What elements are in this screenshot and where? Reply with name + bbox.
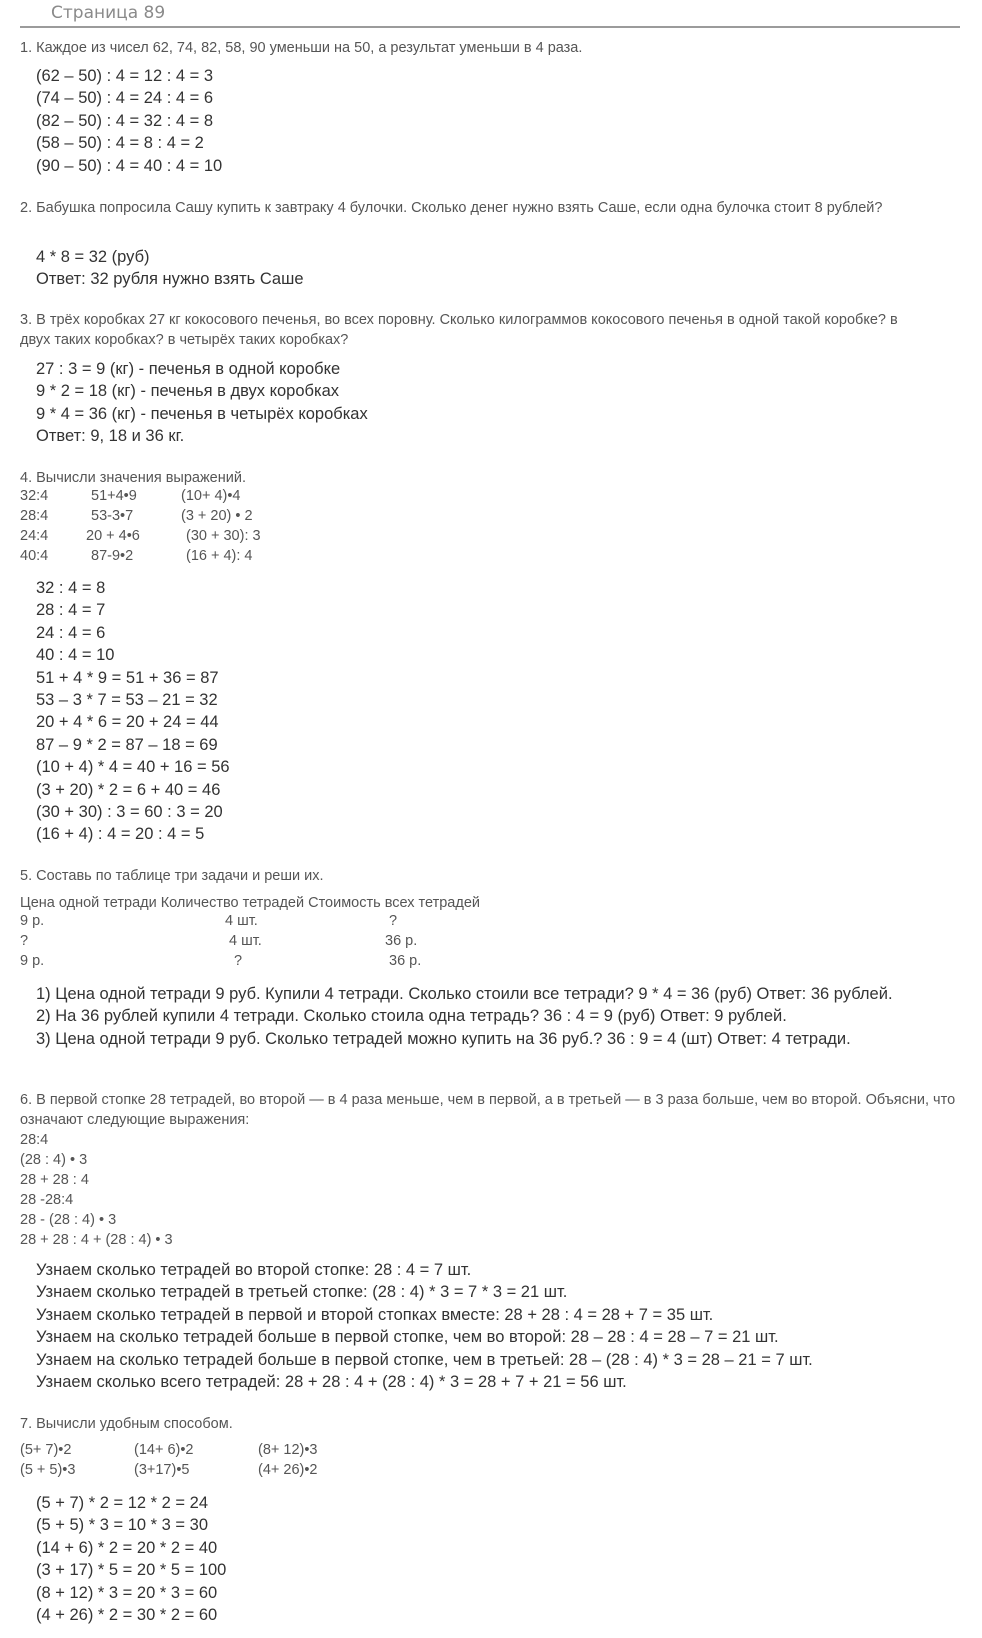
- grid-cell: (3+17)•5: [134, 1462, 190, 1478]
- answer-line: 9 * 2 = 18 (кг) - печенья в двух коробках: [36, 382, 339, 401]
- table-cell: 9 р.: [20, 953, 45, 969]
- table-cell: 4 шт.: [229, 933, 262, 949]
- answer-line: (16 + 4) : 4 = 20 : 4 = 5: [36, 825, 205, 844]
- grid-cell: (14+ 6)•2: [134, 1442, 194, 1458]
- table-cell: ?: [389, 913, 398, 929]
- task-6-text: [20, 1090, 960, 1130]
- task-6-answer: [36, 1259, 956, 1393]
- task-2-answer: [36, 246, 956, 291]
- grid-cell: 24:4: [20, 528, 49, 544]
- expression-line: 28 + 28 : 4: [20, 1172, 89, 1188]
- expression-line: (28 : 4) • 3: [20, 1152, 88, 1168]
- answer-line: 87 – 9 * 2 = 87 – 18 = 69: [36, 735, 218, 754]
- task-7-text: 7. Вычисли удобным способом.: [20, 1416, 233, 1432]
- answer-line: Узнаем на сколько тетрадей больше в первой стопке, чем во второй: 28 – 28 : 4 = 28 – 7 = 21 шт.: [36, 1328, 779, 1347]
- grid-cell: 87-9•2: [91, 548, 134, 564]
- grid-cell: 32:4: [20, 488, 49, 504]
- answer-line: 3) Цена одной тетради 9 руб. Сколько тетрадей можно купить на 36 руб.? 36 : 9 = 4 (шт) Ответ: 4 тетради.: [36, 1029, 851, 1048]
- task-3-question: 3. В трёх коробках 27 кг кокосового печенья, во всех поровну. Сколько килограммов кокосового печенья в одной такой коробке? в двух таких коробках? в четырёх таких коробках?: [20, 312, 898, 348]
- grid-cell: (5+ 7)•2: [20, 1442, 72, 1458]
- grid-cell: (3 + 20) • 2: [181, 508, 253, 524]
- expression-line: 28 - (28 : 4) • 3: [20, 1212, 117, 1228]
- task-2-question: 2. Бабушка попросила Сашу купить к завтраку 4 булочки. Сколько денег нужно взять Саше, если одна булочка стоит 8 рублей?: [20, 200, 883, 216]
- task-5-table-header: Цена одной тетради Количество тетрадей Стоимость всех тетрадей: [20, 895, 480, 911]
- answer-line: 9 * 4 = 36 (кг) - печенья в четырёх коробках: [36, 404, 368, 423]
- grid-cell: (30 + 30): 3: [186, 528, 261, 544]
- page-title: Страница 89: [51, 3, 166, 23]
- task-6-expressions: [20, 1130, 960, 1250]
- answer-line: (14 + 6) * 2 = 20 * 2 = 40: [36, 1538, 218, 1557]
- answer-line: (10 + 4) * 4 = 40 + 16 = 56: [36, 758, 230, 777]
- grid-cell: 40:4: [20, 548, 49, 564]
- grid-cell: 28:4: [20, 508, 49, 524]
- answer-line: 28 : 4 = 7: [36, 601, 106, 620]
- answer-line: (4 + 26) * 2 = 30 * 2 = 60: [36, 1606, 218, 1625]
- answer-line: Узнаем сколько тетрадей в первой и второй стопках вместе: 28 + 28 : 4 = 28 + 7 = 35 шт.: [36, 1305, 714, 1324]
- answer-line: (5 + 5) * 3 = 10 * 3 = 30: [36, 1516, 208, 1535]
- answer-line: 53 – 3 * 7 = 53 – 21 = 32: [36, 691, 218, 710]
- task-4-text: 4. Вычисли значения выражений.: [20, 470, 246, 486]
- answer-line: 20 + 4 * 6 = 20 + 24 = 44: [36, 713, 219, 732]
- table-cell: ?: [234, 953, 243, 969]
- grid-cell: (8+ 12)•3: [258, 1442, 318, 1458]
- task-4-answer: [36, 577, 956, 846]
- answer-line: (3 + 20) * 2 = 6 + 40 = 46: [36, 780, 221, 799]
- task-5-text: 5. Составь по таблице три задачи и реши их.: [20, 868, 324, 884]
- answer-line: (5 + 7) * 2 = 12 * 2 = 24: [36, 1494, 208, 1512]
- expression-line: 28 + 28 : 4 + (28 : 4) • 3: [20, 1232, 173, 1248]
- answer-line: 1) Цена одной тетради 9 руб. Купили 4 тетради. Сколько стоили все тетради? 9 * 4 = 36 (руб) Ответ: 36 рублей.: [36, 985, 893, 1003]
- task-7-answer: [36, 1492, 956, 1626]
- answer-line: Узнаем сколько тетрадей во второй стопке: 28 : 4 = 7 шт.: [36, 1261, 472, 1279]
- task-3-answer: [36, 358, 956, 448]
- answer-line: (82 – 50) : 4 = 32 : 4 = 8: [36, 111, 214, 130]
- answer-line: (58 – 50) : 4 = 8 : 4 = 2: [36, 134, 204, 153]
- answer-line: (74 – 50) : 4 = 24 : 4 = 6: [36, 89, 214, 108]
- answer-line: Узнаем сколько всего тетрадей: 28 + 28 : 4 + (28 : 4) * 3 = 28 + 7 + 21 = 56 шт.: [36, 1373, 627, 1392]
- table-cell: ?: [20, 933, 29, 949]
- answer-line: (62 – 50) : 4 = 12 : 4 = 3: [36, 67, 214, 85]
- answer-line: (3 + 17) * 5 = 20 * 5 = 100: [36, 1561, 227, 1580]
- answer-line: Ответ: 9, 18 и 36 кг.: [36, 427, 185, 446]
- table-cell: 9 р.: [20, 913, 45, 929]
- table-cell: 4 шт.: [225, 913, 258, 929]
- grid-cell: (16 + 4): 4: [186, 548, 253, 564]
- task-5-answer: [36, 983, 936, 1050]
- table-cell: 36 р.: [385, 933, 418, 949]
- answer-line: 32 : 4 = 8: [36, 579, 106, 597]
- answer-line: 40 : 4 = 10: [36, 646, 115, 665]
- grid-cell: 51+4•9: [91, 488, 137, 504]
- answer-line: (30 + 30) : 3 = 60 : 3 = 20: [36, 803, 223, 822]
- answer-line: 2) На 36 рублей купили 4 тетради. Сколько стоила одна тетрадь? 36 : 4 = 9 (руб) Ответ: 9 рублей.: [36, 1007, 787, 1026]
- answer-line: Узнаем сколько тетрадей в третьей стопке: (28 : 4) * 3 = 7 * 3 = 21 шт.: [36, 1283, 568, 1302]
- expression-line: 28 -28:4: [20, 1192, 74, 1208]
- answer-line: 24 : 4 = 6: [36, 623, 106, 642]
- task-3-text: [20, 310, 960, 350]
- answer-line: (90 – 50) : 4 = 40 : 4 = 10: [36, 156, 223, 175]
- table-cell: 36 р.: [389, 953, 422, 969]
- expression-line: 28:4: [20, 1132, 49, 1148]
- answer-line: 4 * 8 = 32 (руб): [36, 248, 150, 266]
- answer-line: Ответ: 32 рубля нужно взять Саше: [36, 270, 304, 289]
- task-1-text: 1. Каждое из чисел 62, 74, 82, 58, 90 уменьши на 50, а результат уменьши в 4 раза.: [20, 40, 583, 56]
- grid-cell: (4+ 26)•2: [258, 1462, 318, 1478]
- grid-cell: 20 + 4•6: [86, 528, 140, 544]
- task-6-question: 6. В первой стопке 28 тетрадей, во второй — в 4 раза меньше, чем в первой, а в третьей — в 3 раза больше, чем во второй. Объясни, что означают следующие выражения:: [20, 1092, 956, 1128]
- grid-cell: 53-3•7: [91, 508, 134, 524]
- answer-line: (8 + 12) * 3 = 20 * 3 = 60: [36, 1583, 218, 1602]
- answer-line: 51 + 4 * 9 = 51 + 36 = 87: [36, 668, 219, 687]
- grid-cell: (5 + 5)•3: [20, 1462, 76, 1478]
- answer-line: 27 : 3 = 9 (кг) - печенья в одной коробке: [36, 360, 341, 378]
- task-1-answer: [36, 65, 956, 177]
- answer-line: Узнаем на сколько тетрадей больше в первой стопке, чем в третьей: 28 – (28 : 4) * 3 = 28 – 21 = 7 шт.: [36, 1350, 813, 1369]
- task-2-text: [20, 198, 960, 218]
- grid-cell: (10+ 4)•4: [181, 488, 241, 504]
- page-header: [20, 0, 960, 28]
